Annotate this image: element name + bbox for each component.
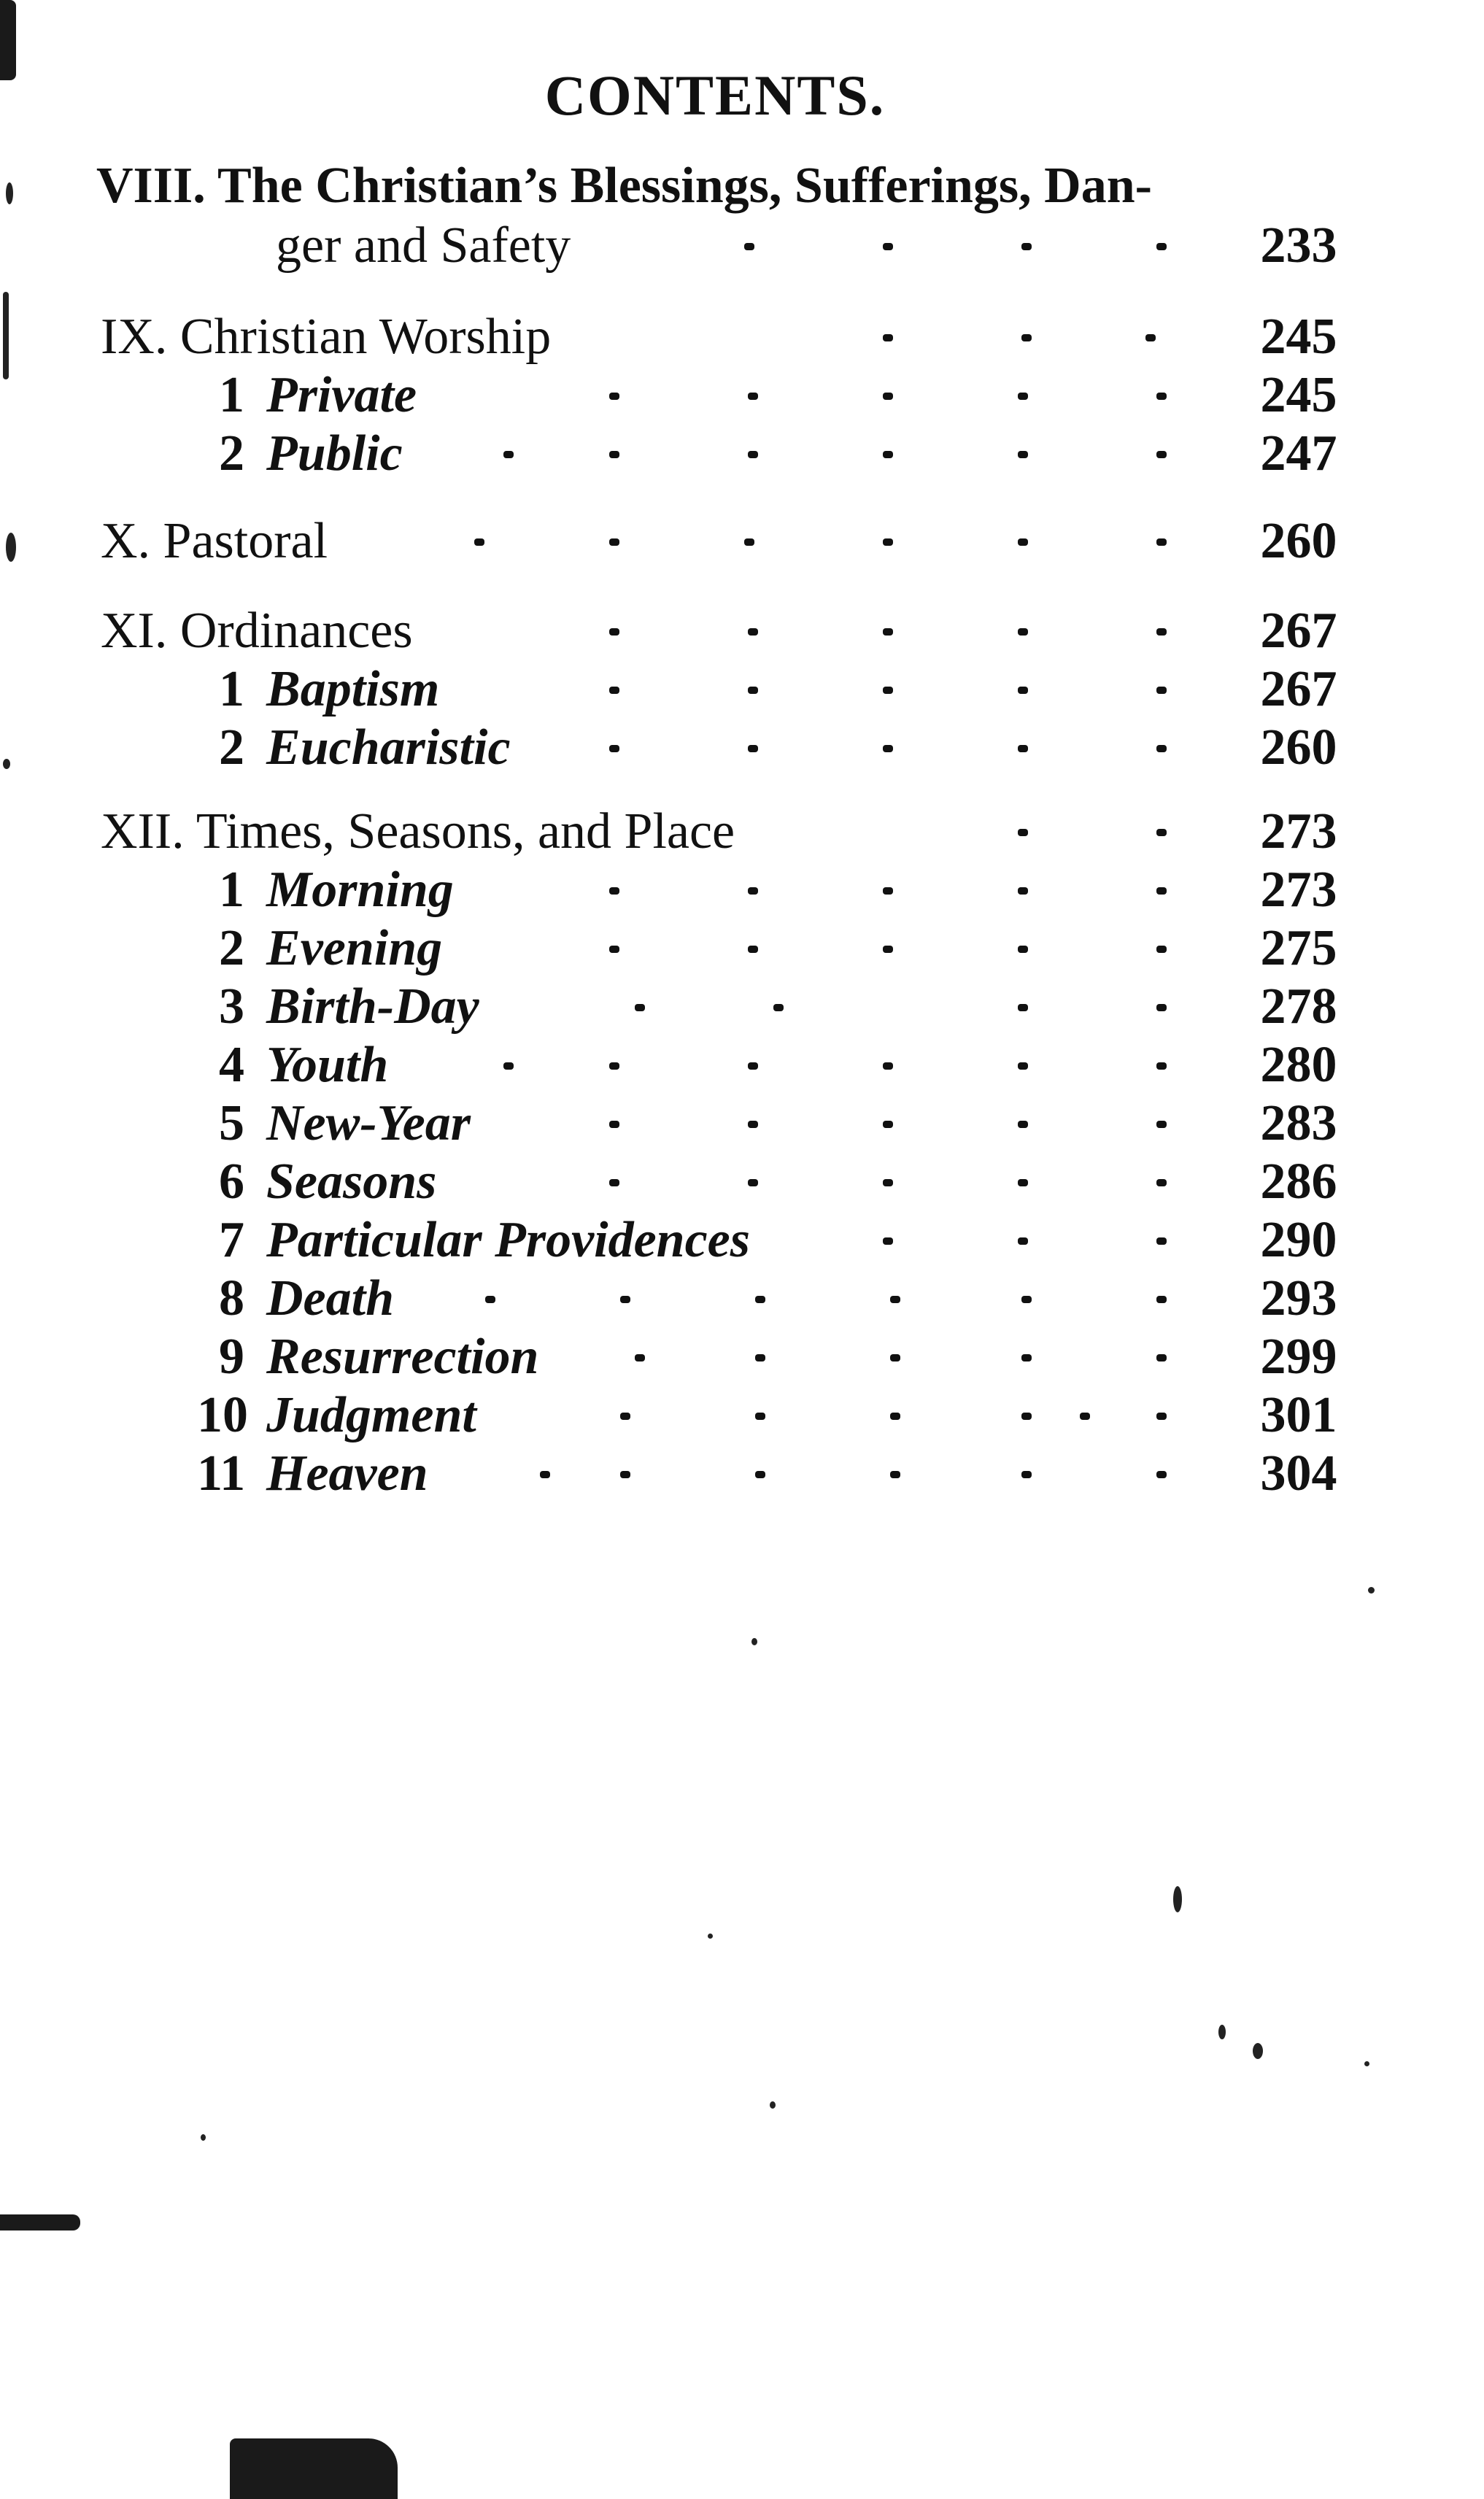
toc-subentry-label: Morning	[266, 862, 454, 918]
toc-subentry-number: 11	[197, 1445, 246, 1502]
toc-section-viii	[0, 157, 1484, 215]
toc-subentry	[0, 978, 1484, 1036]
toc-subentry-number: 1	[219, 661, 244, 717]
toc-section-xii	[0, 803, 1484, 861]
toc-subentry	[0, 1094, 1484, 1153]
toc-subentry	[0, 366, 1484, 425]
toc-section-ix	[0, 308, 1484, 366]
toc-subentry-number: 10	[197, 1387, 248, 1443]
toc-page-number: 304	[1260, 1445, 1337, 1502]
toc-subentry	[0, 1386, 1484, 1445]
toc-section-label: X. Pastoral	[101, 513, 328, 569]
toc-page-number: 293	[1260, 1270, 1337, 1326]
toc-section-label: XII. Times, Seasons, and Place	[101, 803, 735, 860]
toc-subentry	[0, 719, 1484, 777]
toc-subentry-number: 7	[219, 1212, 244, 1268]
toc-page-number: 260	[1260, 513, 1337, 569]
toc-subentry-number: 4	[219, 1037, 244, 1093]
toc-subentry	[0, 861, 1484, 919]
toc-page-number: 260	[1260, 719, 1337, 776]
toc-subentry-label: Judgment	[266, 1387, 476, 1443]
toc-subentry-label: Private	[266, 367, 417, 423]
toc-subentry	[0, 1270, 1484, 1328]
toc-subentry-number: 8	[219, 1270, 244, 1326]
toc-page-number: 233	[1260, 217, 1337, 274]
toc-subentry-label: Baptism	[266, 661, 440, 717]
toc-subentry	[0, 919, 1484, 978]
toc-subentry-label: Particular Providences	[266, 1212, 750, 1268]
toc-subentry-number: 6	[219, 1154, 244, 1210]
toc-page-number: 273	[1260, 803, 1337, 860]
toc-page-number: 267	[1260, 603, 1337, 659]
toc-subentry	[0, 1445, 1484, 1503]
toc-page-number: 280	[1260, 1037, 1337, 1093]
toc-section-viii-continuation	[0, 217, 1484, 275]
toc-subentry-label: Seasons	[266, 1154, 437, 1210]
toc-page-number: 247	[1260, 425, 1337, 482]
toc-subentry-label: Heaven	[266, 1445, 428, 1502]
toc-subentry-label: Youth	[266, 1037, 389, 1093]
toc-page-number: 286	[1260, 1154, 1337, 1210]
toc-section-label-continuation: ger and Safety	[276, 217, 571, 274]
toc-subentry-label: Eucharistic	[266, 719, 511, 776]
toc-subentry-label: Resurrection	[266, 1329, 539, 1385]
toc-subentry-number: 1	[219, 862, 244, 918]
toc-page-number: 273	[1260, 862, 1337, 918]
toc-page-number: 245	[1260, 309, 1337, 365]
toc-page-number: 290	[1260, 1212, 1337, 1268]
toc-page-number: 283	[1260, 1095, 1337, 1151]
toc-page-number: 275	[1260, 920, 1337, 976]
toc-subentry-label: Public	[266, 425, 403, 482]
toc-section-label: XI. Ordinances	[101, 603, 413, 659]
toc-subentry	[0, 1036, 1484, 1094]
toc-section-xi	[0, 602, 1484, 660]
toc-subentry	[0, 660, 1484, 719]
toc-subentry-label: New-Year	[266, 1095, 471, 1151]
toc-subentry	[0, 1328, 1484, 1386]
toc-subentry-number: 1	[219, 367, 244, 423]
toc-page-number: 278	[1260, 978, 1337, 1035]
toc-page-number: 299	[1260, 1329, 1337, 1385]
page-title: CONTENTS.	[544, 63, 886, 127]
toc-subentry-label: Birth-Day	[266, 978, 479, 1035]
toc-section-label: VIII. The Christian’s Blessings, Sufferings, Dan-	[96, 158, 1152, 214]
toc-subentry	[0, 1153, 1484, 1211]
toc-section-x	[0, 512, 1484, 571]
toc-subentry	[0, 425, 1484, 483]
toc-subentry-label: Evening	[266, 920, 443, 976]
toc-subentry-number: 3	[219, 978, 244, 1035]
toc-subentry-number: 5	[219, 1095, 244, 1151]
toc-subentry-number: 2	[219, 920, 244, 976]
toc-subentry	[0, 1211, 1484, 1270]
toc-subentry-number: 9	[219, 1329, 244, 1385]
toc-subentry-label: Death	[266, 1270, 394, 1326]
toc-subentry-number: 2	[219, 425, 244, 482]
toc-page-number: 245	[1260, 367, 1337, 423]
toc-page-number: 301	[1260, 1387, 1337, 1443]
toc-page-number: 267	[1260, 661, 1337, 717]
toc-section-label: IX. Christian Worship	[101, 309, 552, 365]
toc-subentry-number: 2	[219, 719, 244, 776]
